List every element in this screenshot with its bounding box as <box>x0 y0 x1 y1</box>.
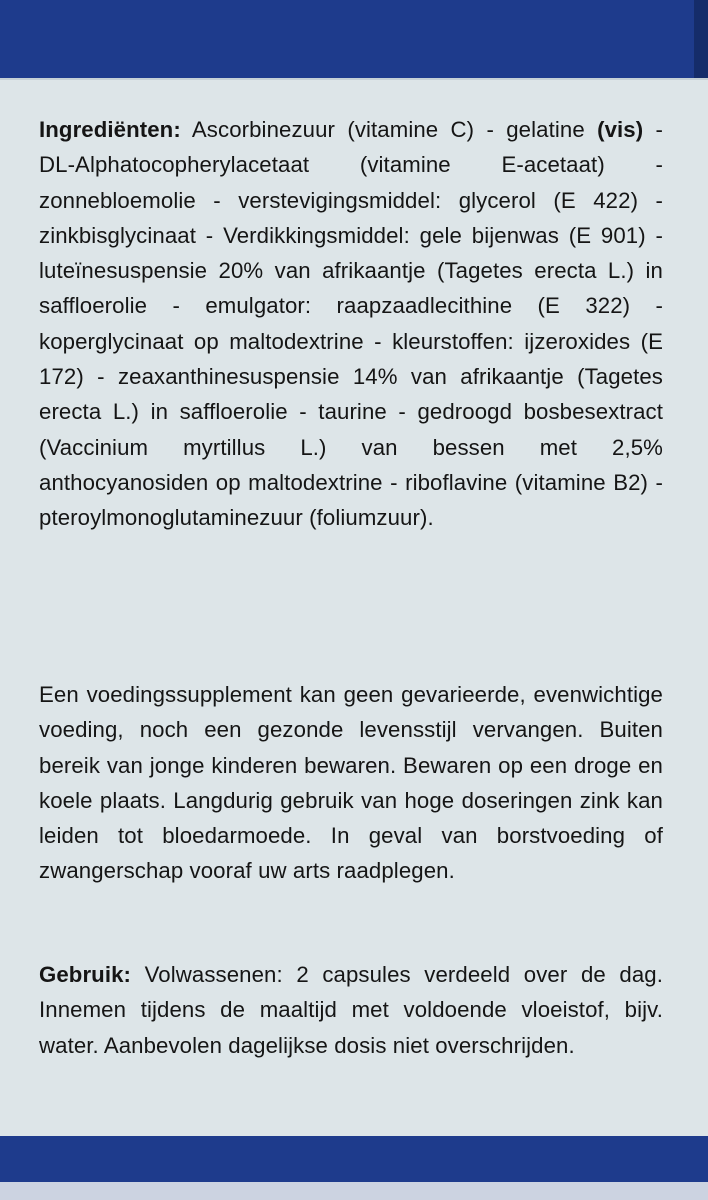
allergen-fish: (vis) <box>597 117 644 142</box>
usage-paragraph <box>39 957 663 1063</box>
top-blue-band <box>0 0 708 80</box>
ingredients-heading: Ingrediënten: <box>39 117 181 142</box>
warning-paragraph <box>39 677 663 889</box>
ingredients-text-part-1: Ascorbinezuur (vitamine C) - gelatine <box>180 117 598 142</box>
usage-text: Volwassenen: 2 capsules verdeeld over de dag. Innemen tijdens de maaltijd met voldoende vloeistof, bijv. water. Aanbevolen dagelijkse dosis niet overschrijden. <box>39 962 663 1058</box>
ingredients-text-part-2: - DL-Alphatocopherylacetaat (vitamine E-acetaat) - zonnebloemolie - verstevigingsmiddel: glycerol (E 422) - zinkbisglycinaat - Verdikkingsmiddel: gele bijenwas (E 901) - luteïnesuspensie 20% van afrikaantje (Tagetes erecta L.) in saffloerolie - emulgator: raapzaadlecithine (E 322) - koperglycinaat op maltodextrine - kleurstoffen: ijzeroxides (E 172) - zeaxanthinesuspensie 14% van afrikaantje (Tagetes erecta L.) in saffloerolie - taurine - gedroogd bosbesextract (Vaccinium myrtillus L.) van bessen met 2,5% anthocyanosiden op maltodextrine - riboflavine (vitamine B2) - pteroylmonoglutaminezuur (foliumzuur). <box>39 117 663 531</box>
ingredients-paragraph <box>39 112 663 536</box>
usage-heading: Gebruik: <box>39 962 132 987</box>
warning-text: Een voedingssupplement kan geen gevarieerde, evenwichtige voeding, noch een gezonde levensstijl vervangen. Buiten bereik van jonge kinderen bewaren. Bewaren op een droge en koele plaats. Langdurig gebruik van hoge doseringen zink kan leiden tot bloedarmoede. In geval van borstvoeding of zwangerschap vooraf uw arts raadplegen. <box>39 682 663 884</box>
bottom-blue-band <box>0 1136 708 1200</box>
